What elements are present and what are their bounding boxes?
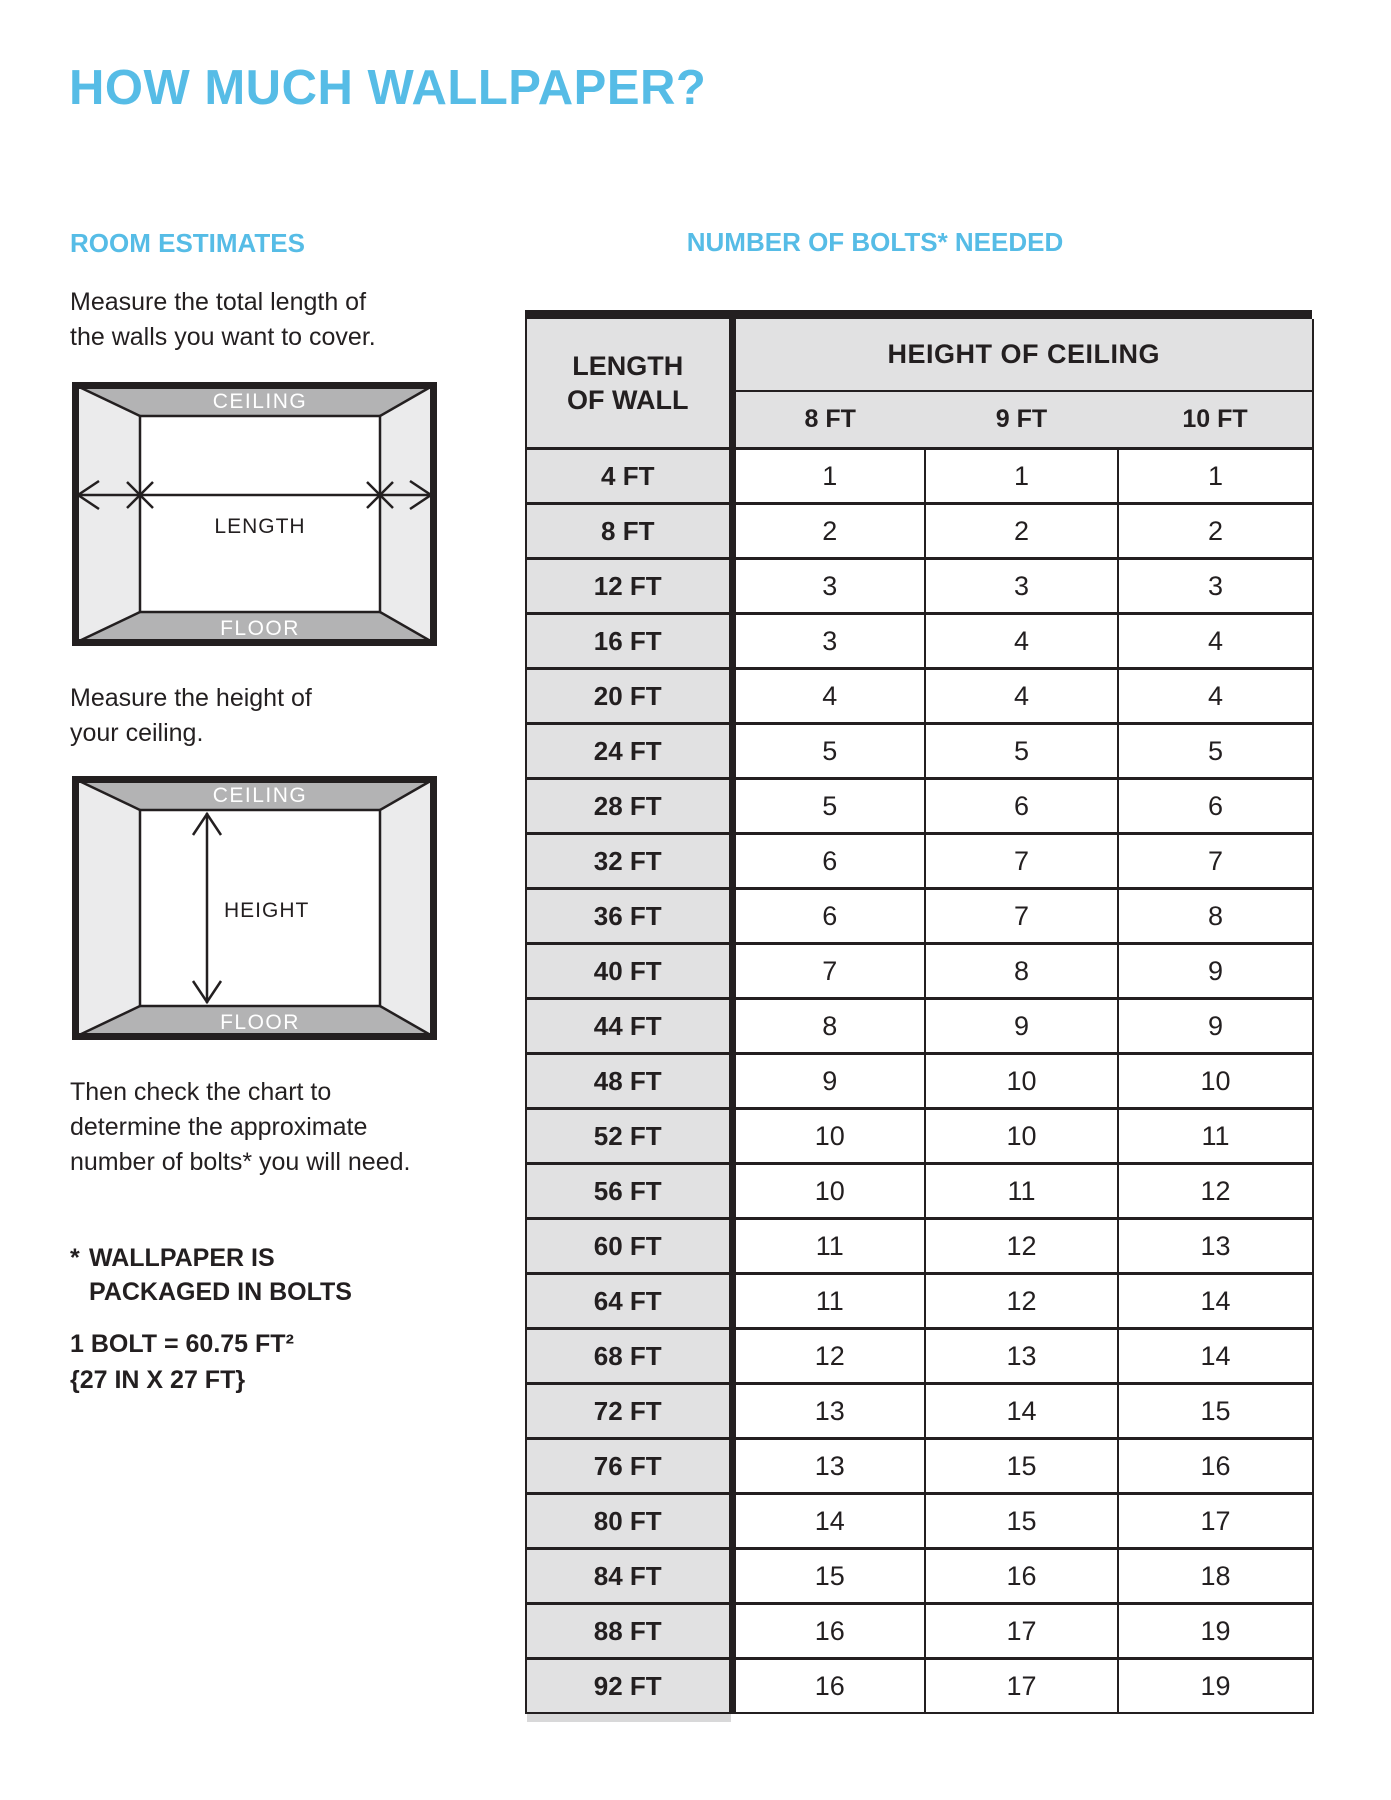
- chart-instruction-line2: determine the approximate: [70, 1113, 368, 1141]
- bolt-count-cell: 5: [732, 724, 925, 779]
- table-row: [526, 504, 1313, 559]
- bolts-table: [525, 310, 1312, 1714]
- bolt-count-cell: 15: [925, 1439, 1118, 1494]
- wall-length-cell: 92 FT: [526, 1659, 732, 1714]
- height-of-ceiling-header: HEIGHT OF CEILING: [732, 319, 1313, 391]
- table-row: [526, 779, 1313, 834]
- wall-length-cell: 68 FT: [526, 1329, 732, 1384]
- bolt-count-cell: 8: [1118, 889, 1313, 944]
- wall-length-cell: 48 FT: [526, 1054, 732, 1109]
- bolt-count-cell: 3: [1118, 559, 1313, 614]
- table-row: [526, 614, 1313, 669]
- wall-length-cell: 72 FT: [526, 1384, 732, 1439]
- bolt-count-cell: 12: [1118, 1164, 1313, 1219]
- bolt-count-cell: 14: [925, 1384, 1118, 1439]
- bolt-count-cell: 6: [732, 889, 925, 944]
- floor-label: FLOOR: [220, 617, 300, 640]
- bolts-table-heading: NUMBER OF BOLTS* NEEDED: [686, 227, 1064, 257]
- table-row: [526, 1549, 1313, 1604]
- bolt-count-cell: 5: [732, 779, 925, 834]
- bolt-count-cell: 4: [1118, 614, 1313, 669]
- table-row: [526, 1054, 1313, 1109]
- bolt-count-cell: 16: [1118, 1439, 1313, 1494]
- wall-length-cell: 12 FT: [526, 559, 732, 614]
- table-bottom-shadow: [527, 1714, 731, 1722]
- length-of-wall-header-line2: OF WALL: [567, 385, 689, 415]
- bolt-count-cell: 9: [1118, 944, 1313, 999]
- table-row: [526, 1329, 1313, 1384]
- bolt-spec: [70, 1326, 294, 1398]
- bolt-count-cell: 2: [925, 504, 1118, 559]
- wall-length-cell: 76 FT: [526, 1439, 732, 1494]
- wall-length-cell: 64 FT: [526, 1274, 732, 1329]
- table-row: [526, 1604, 1313, 1659]
- bolt-count-cell: 17: [925, 1604, 1118, 1659]
- bolt-count-cell: 9: [1118, 999, 1313, 1054]
- table-row: [526, 1384, 1313, 1439]
- bolt-count-cell: 7: [1118, 834, 1313, 889]
- chart-instruction: [70, 1075, 410, 1180]
- bolt-count-cell: 13: [1118, 1219, 1313, 1274]
- chart-instruction-line1: Then check the chart to: [70, 1078, 332, 1106]
- bolts-footnote-line1: [70, 1241, 352, 1275]
- height-instruction-line1: Measure the height of: [70, 684, 312, 712]
- bolt-count-cell: 7: [925, 889, 1118, 944]
- bolt-count-cell: 15: [1118, 1384, 1313, 1439]
- bolts-footnote-text1: WALLPAPER IS: [89, 1244, 275, 1272]
- bolt-count-cell: 7: [732, 944, 925, 999]
- length-instruction: [70, 285, 376, 355]
- wall-length-cell: 56 FT: [526, 1164, 732, 1219]
- table-row: [526, 449, 1313, 504]
- bolt-count-cell: 14: [732, 1494, 925, 1549]
- table-row: [526, 1494, 1313, 1549]
- bolt-count-cell: 4: [1118, 669, 1313, 724]
- wall-length-cell: 36 FT: [526, 889, 732, 944]
- wall-length-cell: 52 FT: [526, 1109, 732, 1164]
- bolt-count-cell: 10: [1118, 1054, 1313, 1109]
- bolt-count-cell: 5: [925, 724, 1118, 779]
- length-of-wall-header-line1: LENGTH: [572, 351, 684, 381]
- bolts-footnote: [70, 1241, 352, 1309]
- back-wall-panel: [140, 416, 380, 612]
- bolt-count-cell: 2: [732, 504, 925, 559]
- bolt-count-cell: 2: [1118, 504, 1313, 559]
- bolt-spec-line1: 1 BOLT = 60.75 FT²: [70, 1330, 294, 1358]
- left-wall-panel: [72, 776, 140, 1040]
- bolt-count-cell: 9: [732, 1054, 925, 1109]
- table-row: [526, 889, 1313, 944]
- bolt-count-cell: 17: [1118, 1494, 1313, 1549]
- table-top-border: [525, 310, 1312, 319]
- bolt-count-cell: 4: [925, 669, 1118, 724]
- wall-length-cell: 32 FT: [526, 834, 732, 889]
- table-row: [526, 999, 1313, 1054]
- wall-length-cell: 24 FT: [526, 724, 732, 779]
- bolt-count-cell: 10: [925, 1109, 1118, 1164]
- page-title: HOW MUCH WALLPAPER?: [69, 61, 707, 115]
- bolt-count-cell: 3: [732, 559, 925, 614]
- bolt-count-cell: 7: [925, 834, 1118, 889]
- height-instruction: [70, 681, 312, 751]
- wall-length-cell: 28 FT: [526, 779, 732, 834]
- wall-length-cell: 4 FT: [526, 449, 732, 504]
- bolt-count-cell: 11: [925, 1164, 1118, 1219]
- room-height-diagram: [72, 776, 437, 1040]
- bolt-count-cell: 17: [925, 1659, 1118, 1714]
- bolt-count-cell: 10: [925, 1054, 1118, 1109]
- table-row: [526, 559, 1313, 614]
- height-instruction-line2: your ceiling.: [70, 719, 204, 747]
- room-length-diagram: [72, 382, 437, 646]
- room-estimates-heading: ROOM ESTIMATES: [70, 228, 305, 258]
- ceiling-label: CEILING: [212, 390, 308, 413]
- bolt-count-cell: 6: [732, 834, 925, 889]
- table-row: [526, 1439, 1313, 1494]
- bolt-count-cell: 11: [732, 1274, 925, 1329]
- bolt-count-cell: 18: [1118, 1549, 1313, 1604]
- table-row: [526, 724, 1313, 779]
- bolt-count-cell: 13: [732, 1384, 925, 1439]
- right-wall-panel: [380, 776, 437, 1040]
- bolt-count-cell: 15: [925, 1494, 1118, 1549]
- ceiling-9ft-header: 9 FT: [925, 391, 1118, 449]
- right-wall-panel: [380, 382, 437, 646]
- ceiling-label: CEILING: [212, 784, 308, 807]
- wall-length-cell: 16 FT: [526, 614, 732, 669]
- length-measure-label: LENGTH: [214, 515, 306, 538]
- bolt-count-cell: 14: [1118, 1329, 1313, 1384]
- bolt-count-cell: 19: [1118, 1659, 1313, 1714]
- bolt-count-cell: 8: [732, 999, 925, 1054]
- bolt-count-cell: 16: [732, 1659, 925, 1714]
- bolt-count-cell: 14: [1118, 1274, 1313, 1329]
- height-measure-label: HEIGHT: [224, 899, 310, 922]
- wall-length-cell: 88 FT: [526, 1604, 732, 1659]
- table-row: [526, 1164, 1313, 1219]
- bolts-footnote-line2: PACKAGED IN BOLTS: [89, 1278, 352, 1306]
- bolt-count-cell: 13: [925, 1329, 1118, 1384]
- wall-length-cell: 80 FT: [526, 1494, 732, 1549]
- table-row: [526, 944, 1313, 999]
- bolt-count-cell: 19: [1118, 1604, 1313, 1659]
- left-wall-panel: [72, 382, 140, 646]
- bolt-count-cell: 4: [732, 669, 925, 724]
- bolt-count-cell: 11: [732, 1219, 925, 1274]
- bolt-count-cell: 12: [925, 1274, 1118, 1329]
- ceiling-10ft-header: 10 FT: [1118, 391, 1313, 449]
- wall-length-cell: 60 FT: [526, 1219, 732, 1274]
- length-of-wall-header: [526, 319, 732, 449]
- bolt-count-cell: 3: [925, 559, 1118, 614]
- table-row: [526, 669, 1313, 724]
- bolt-count-cell: 16: [732, 1604, 925, 1659]
- asterisk: *: [70, 1244, 80, 1272]
- bolt-count-cell: 13: [732, 1439, 925, 1494]
- table-row: [526, 1219, 1313, 1274]
- wall-length-cell: 20 FT: [526, 669, 732, 724]
- chart-instruction-line3: number of bolts* you will need.: [70, 1148, 411, 1176]
- floor-label: FLOOR: [220, 1011, 300, 1034]
- length-instruction-line2: the walls you want to cover.: [70, 323, 376, 351]
- bolt-count-cell: 5: [1118, 724, 1313, 779]
- bolt-count-cell: 12: [732, 1329, 925, 1384]
- table-row: [526, 1659, 1313, 1714]
- bolt-count-cell: 11: [1118, 1109, 1313, 1164]
- bolt-count-cell: 1: [925, 449, 1118, 504]
- wall-length-cell: 8 FT: [526, 504, 732, 559]
- bolt-count-cell: 8: [925, 944, 1118, 999]
- wall-length-cell: 40 FT: [526, 944, 732, 999]
- table-row: [526, 1274, 1313, 1329]
- length-instruction-line1: Measure the total length of: [70, 288, 367, 316]
- bolt-spec-line2: {27 IN X 27 FT}: [70, 1366, 246, 1394]
- wall-length-cell: 84 FT: [526, 1549, 732, 1604]
- bolt-count-cell: 3: [732, 614, 925, 669]
- table-row: [526, 1109, 1313, 1164]
- wall-length-cell: 44 FT: [526, 999, 732, 1054]
- bolt-count-cell: 10: [732, 1109, 925, 1164]
- bolt-count-cell: 15: [732, 1549, 925, 1604]
- bolt-count-cell: 1: [732, 449, 925, 504]
- bolt-count-cell: 9: [925, 999, 1118, 1054]
- bolts-needed-table: [525, 319, 1314, 1714]
- bolt-count-cell: 16: [925, 1549, 1118, 1604]
- bolt-table-body: [526, 449, 1313, 1714]
- bolt-count-cell: 10: [732, 1164, 925, 1219]
- bolt-count-cell: 6: [1118, 779, 1313, 834]
- ceiling-8ft-header: 8 FT: [732, 391, 925, 449]
- bolt-count-cell: 4: [925, 614, 1118, 669]
- bolt-count-cell: 6: [925, 779, 1118, 834]
- bolt-count-cell: 1: [1118, 449, 1313, 504]
- bolt-count-cell: 12: [925, 1219, 1118, 1274]
- table-row: [526, 834, 1313, 889]
